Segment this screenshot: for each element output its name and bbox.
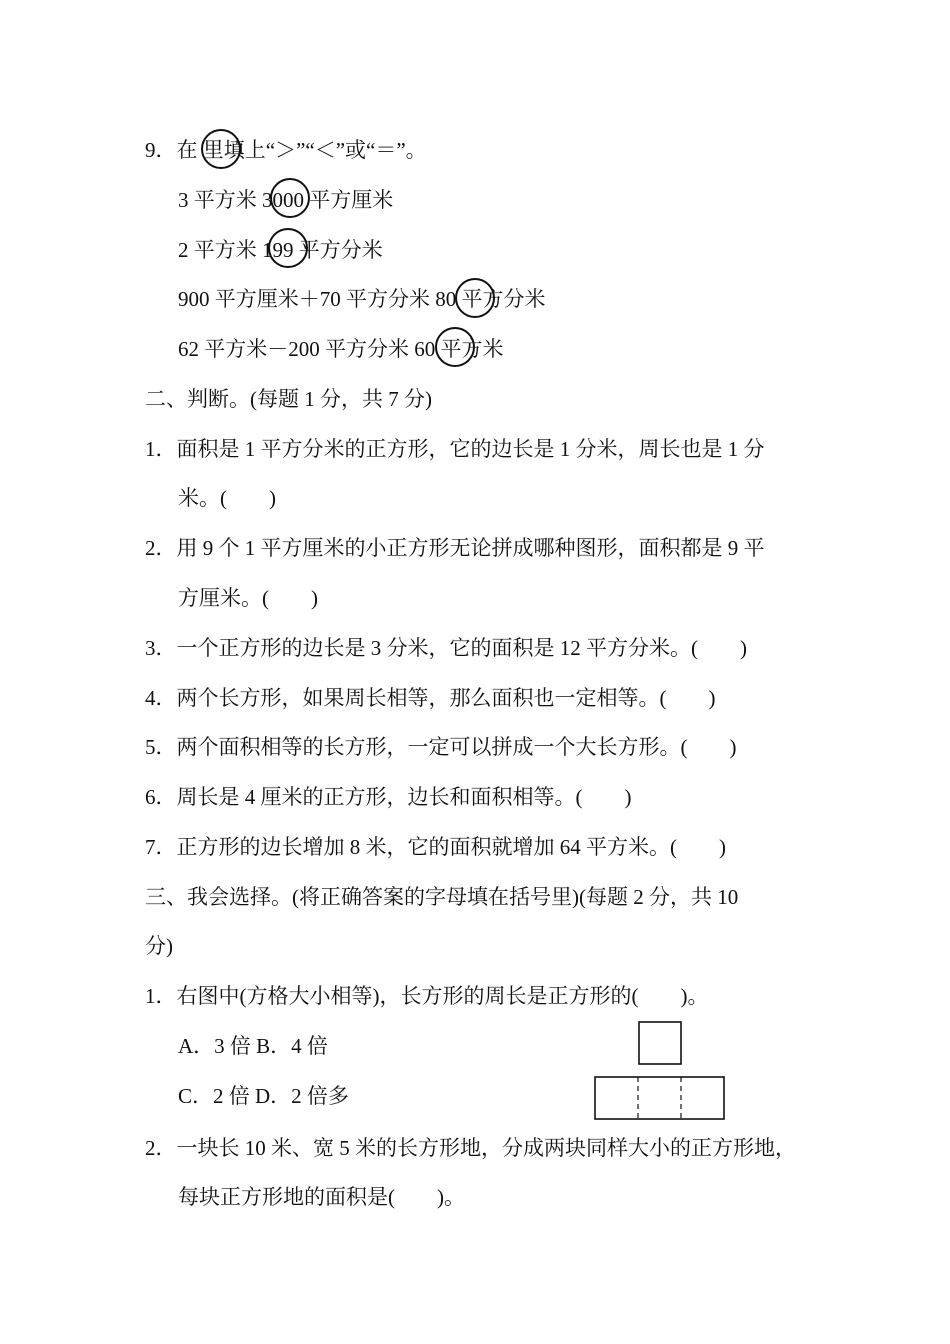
choice-q1: 1．右图中(方格大小相等)，长方形的周长是正方形的( )。 bbox=[145, 984, 709, 1008]
choice-q1-options-cd: C．2 倍 D．2 倍多 bbox=[178, 1084, 349, 1108]
question-9-prompt: 9．在 里填上“＞”“＜”或“＝”。 bbox=[145, 138, 427, 162]
answer-circle[interactable] bbox=[201, 129, 241, 169]
compare-item-2: 2 平方米 199 平方分米 bbox=[178, 238, 383, 262]
answer-circle[interactable] bbox=[435, 327, 475, 367]
judge-q5: 5．两个面积相等的长方形，一定可以拼成一个大长方形。( ) bbox=[145, 735, 737, 759]
answer-circle[interactable] bbox=[270, 178, 310, 218]
judge-q2-line2: 方厘米。( ) bbox=[178, 586, 318, 610]
judge-q2-line1: 2．用 9 个 1 平方厘米的小正方形无论拼成哪种图形，面积都是 9 平 bbox=[145, 536, 765, 560]
section-choice-title-line2: 分) bbox=[145, 934, 173, 958]
judge-q6: 6．周长是 4 厘米的正方形，边长和面积相等。( ) bbox=[145, 785, 632, 809]
judge-q3: 3．一个正方形的边长是 3 分米，它的面积是 12 平方分米。( ) bbox=[145, 636, 747, 660]
compare-item-1: 3 平方米 3000 平方厘米 bbox=[178, 188, 394, 212]
judge-q4: 4．两个长方形，如果周长相等，那么面积也一定相等。( ) bbox=[145, 686, 716, 710]
answer-circle[interactable] bbox=[268, 228, 308, 268]
rectangle-shape bbox=[595, 1077, 724, 1119]
judge-q7: 7．正方形的边长增加 8 米，它的面积就增加 64 平方米。( ) bbox=[145, 835, 726, 859]
judge-q1-line1: 1．面积是 1 平方分米的正方形，它的边长是 1 分米，周长也是 1 分 bbox=[145, 437, 765, 461]
square-shape bbox=[639, 1022, 681, 1064]
section-choice-title-line1: 三、我会选择。(将正确答案的字母填在括号里)(每题 2 分，共 10 bbox=[145, 885, 739, 909]
judge-q1-line2: 米。( ) bbox=[178, 486, 276, 510]
answer-circle[interactable] bbox=[455, 278, 495, 318]
compare-item-3: 900 平方厘米＋70 平方分米 80 平方分米 bbox=[178, 287, 546, 311]
section-judge-title: 二、判断。(每题 1 分，共 7 分) bbox=[145, 387, 432, 411]
choice-q1-options-ab: A．3 倍 B．4 倍 bbox=[178, 1034, 328, 1058]
choice-q2-line2: 每块正方形地的面积是( )。 bbox=[178, 1185, 465, 1209]
choice-q2-line1: 2．一块长 10 米、宽 5 米的长方形地，分成两块同样大小的正方形地， bbox=[145, 1136, 796, 1160]
compare-item-4: 62 平方米－200 平方分米 60 平方米 bbox=[178, 337, 504, 361]
square-rectangle-figure bbox=[590, 1016, 730, 1124]
